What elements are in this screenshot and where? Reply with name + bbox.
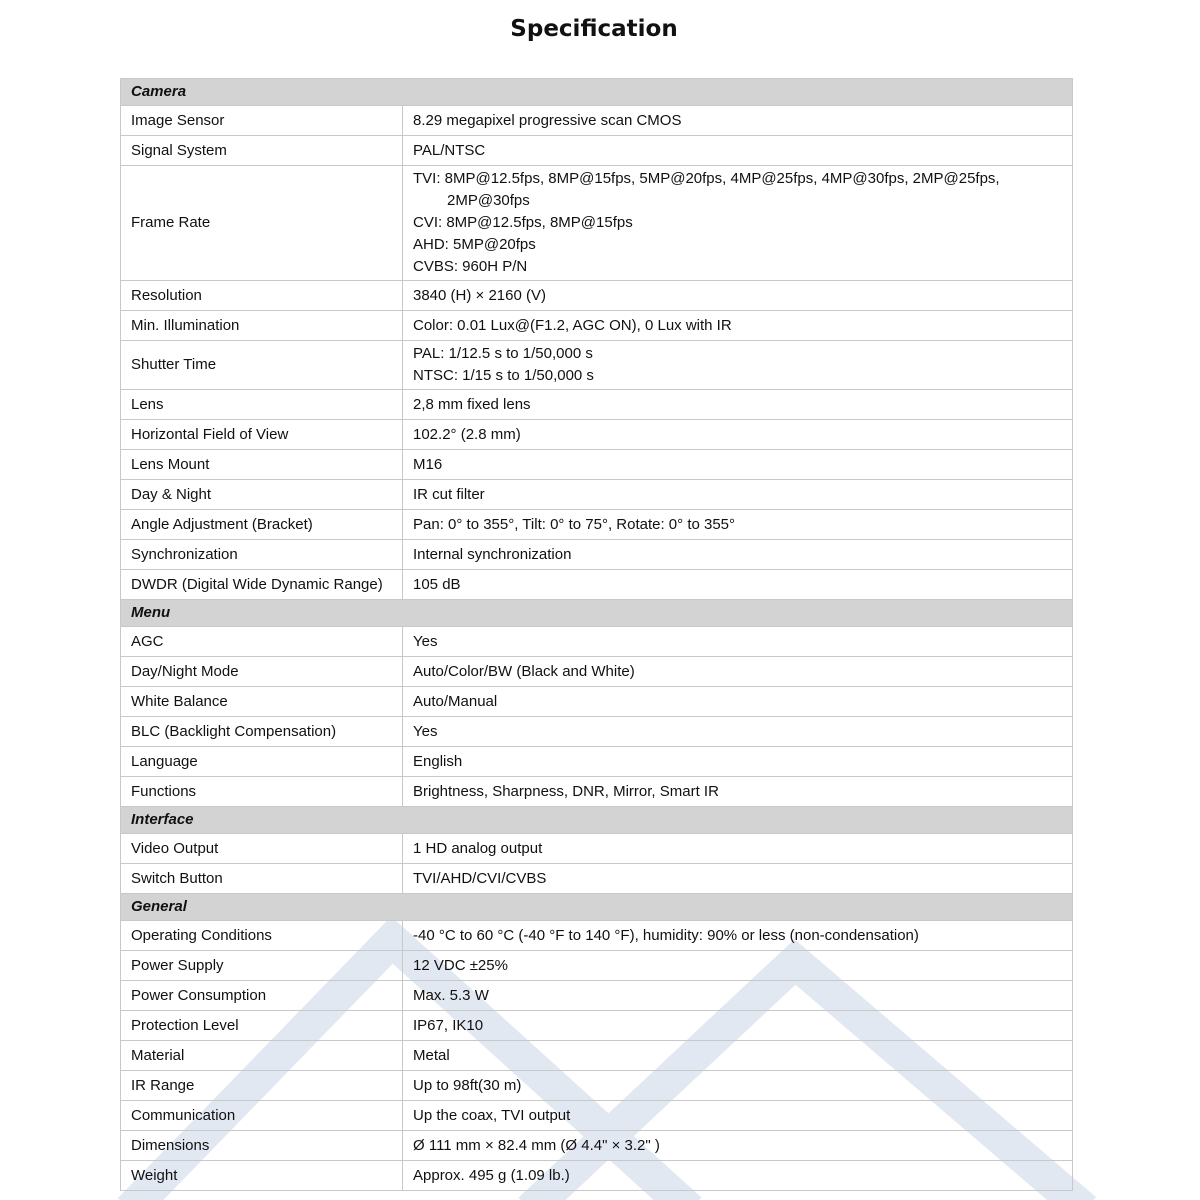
spec-value-line: 2,8 mm fixed lens — [413, 395, 531, 413]
spec-row — [121, 1101, 1073, 1131]
section-header-interface — [121, 807, 1073, 834]
spec-row — [121, 341, 1073, 390]
spec-label: Shutter Time — [121, 341, 403, 390]
section-title: Interface — [121, 807, 1073, 834]
spec-value-line: Up the coax, TVI output — [413, 1106, 571, 1124]
spec-label: Lens Mount — [121, 450, 403, 480]
spec-row — [121, 311, 1073, 341]
spec-label: BLC (Backlight Compensation) — [121, 717, 403, 747]
spec-value-line: PAL: 1/12.5 s to 1/50,000 s — [413, 345, 593, 362]
spec-label: Protection Level — [121, 1011, 403, 1041]
spec-value-line: Auto/Manual — [413, 692, 498, 710]
spec-row — [121, 747, 1073, 777]
spec-value — [403, 341, 1073, 390]
spec-label: Material — [121, 1041, 403, 1071]
spec-value — [403, 1161, 1073, 1191]
spec-label: Horizontal Field of View — [121, 420, 403, 450]
spec-value — [403, 951, 1073, 981]
spec-label: Synchronization — [121, 540, 403, 570]
spec-value — [403, 106, 1073, 136]
spec-row — [121, 570, 1073, 600]
spec-value — [403, 166, 1073, 281]
spec-label: Image Sensor — [121, 106, 403, 136]
spec-value-line: -40 °C to 60 °C (-40 °F to 140 °F), humidity: 90% or less (non-condensation) — [413, 926, 919, 944]
spec-row — [121, 166, 1073, 281]
spec-value — [403, 657, 1073, 687]
spec-label: IR Range — [121, 1071, 403, 1101]
spec-value-line: 8.29 megapixel progressive scan CMOS — [413, 111, 682, 129]
spec-row — [121, 136, 1073, 166]
spec-value — [403, 627, 1073, 657]
spec-label: Power Consumption — [121, 981, 403, 1011]
spec-row — [121, 106, 1073, 136]
spec-value — [403, 834, 1073, 864]
spec-label: Lens — [121, 390, 403, 420]
spec-value — [403, 510, 1073, 540]
spec-row — [121, 281, 1073, 311]
section-header-camera — [121, 79, 1073, 106]
spec-value — [403, 687, 1073, 717]
spec-row — [121, 921, 1073, 951]
spec-value-line: Auto/Color/BW (Black and White) — [413, 662, 635, 680]
section-title: Camera — [121, 79, 1073, 106]
spec-value — [403, 1071, 1073, 1101]
spec-row — [121, 981, 1073, 1011]
spec-value — [403, 540, 1073, 570]
spec-row — [121, 687, 1073, 717]
spec-value-line: 105 dB — [413, 575, 461, 593]
spec-value — [403, 281, 1073, 311]
spec-row — [121, 1161, 1073, 1191]
spec-row — [121, 657, 1073, 687]
spec-value — [403, 717, 1073, 747]
spec-value-line: Yes — [413, 632, 438, 650]
spec-value-line: Brightness, Sharpness, DNR, Mirror, Smart IR — [413, 782, 719, 800]
spec-row — [121, 480, 1073, 510]
spec-value — [403, 747, 1073, 777]
spec-value-line: Ø 111 mm × 82.4 mm (Ø 4.4" × 3.2" ) — [413, 1136, 660, 1154]
spec-value-line: Approx. 495 g (1.09 lb.) — [413, 1166, 570, 1184]
spec-value-line: 102.2° (2.8 mm) — [413, 425, 521, 443]
spec-label: Min. Illumination — [121, 311, 403, 341]
spec-row — [121, 1131, 1073, 1161]
spec-value — [403, 450, 1073, 480]
page-title: Specification — [510, 16, 678, 42]
spec-value-line: AHD: 5MP@20fps — [413, 236, 536, 253]
spec-row — [121, 864, 1073, 894]
spec-value — [403, 136, 1073, 166]
spec-value-line: IP67, IK10 — [413, 1016, 484, 1034]
spec-value — [403, 1011, 1073, 1041]
section-title: Menu — [121, 600, 1073, 627]
spec-label: Day & Night — [121, 480, 403, 510]
spec-row — [121, 1071, 1073, 1101]
spec-value-line: PAL/NTSC — [413, 141, 486, 159]
section-header-menu — [121, 600, 1073, 627]
spec-value-line: M16 — [413, 455, 443, 473]
spec-value-line: IR cut filter — [413, 485, 485, 503]
spec-value-line: TVI/AHD/CVI/CVBS — [413, 869, 547, 887]
spec-label: Video Output — [121, 834, 403, 864]
spec-value — [403, 570, 1073, 600]
spec-value-line: 12 VDC ±25% — [413, 956, 508, 974]
spec-row — [121, 951, 1073, 981]
spec-label: Functions — [121, 777, 403, 807]
spec-value-line: Max. 5.3 W — [413, 986, 489, 1004]
spec-label: Power Supply — [121, 951, 403, 981]
spec-row — [121, 390, 1073, 420]
spec-value-line: Internal synchronization — [413, 545, 572, 563]
section-title: General — [121, 894, 1073, 921]
spec-label: Angle Adjustment (Bracket) — [121, 510, 403, 540]
spec-label: Frame Rate — [121, 166, 403, 281]
spec-row — [121, 1041, 1073, 1071]
spec-value-line: 1 HD analog output — [413, 839, 543, 857]
spec-value — [403, 864, 1073, 894]
spec-value-line: 3840 (H) × 2160 (V) — [413, 286, 546, 304]
spec-value — [403, 1131, 1073, 1161]
spec-label: Dimensions — [121, 1131, 403, 1161]
spec-value — [403, 420, 1073, 450]
spec-value — [403, 777, 1073, 807]
spec-value-line: Up to 98ft(30 m) — [413, 1076, 522, 1094]
spec-label: White Balance — [121, 687, 403, 717]
spec-value — [403, 390, 1073, 420]
spec-row — [121, 834, 1073, 864]
spec-value-line: English — [413, 752, 463, 770]
spec-value-line: CVBS: 960H P/N — [413, 258, 528, 275]
spec-label: Signal System — [121, 136, 403, 166]
spec-row — [121, 510, 1073, 540]
spec-label: Resolution — [121, 281, 403, 311]
spec-label: Weight — [121, 1161, 403, 1191]
spec-value — [403, 311, 1073, 341]
spec-value — [403, 1101, 1073, 1131]
spec-row — [121, 450, 1073, 480]
spec-value-line: 2MP@30fps — [447, 192, 530, 209]
spec-label: Switch Button — [121, 864, 403, 894]
spec-value-line: CVI: 8MP@12.5fps, 8MP@15fps — [413, 214, 633, 231]
spec-value — [403, 921, 1073, 951]
spec-value-line: Color: 0.01 Lux@(F1.2, AGC ON), 0 Lux with IR — [413, 316, 732, 334]
spec-label: AGC — [121, 627, 403, 657]
spec-label: DWDR (Digital Wide Dynamic Range) — [121, 570, 403, 600]
spec-row — [121, 627, 1073, 657]
spec-value — [403, 981, 1073, 1011]
spec-value-line: TVI: 8MP@12.5fps, 8MP@15fps, 5MP@20fps, 4MP@25fps, 4MP@30fps, 2MP@25fps, — [413, 170, 1000, 187]
spec-value-line: Metal — [413, 1046, 450, 1064]
spec-row — [121, 540, 1073, 570]
spec-value — [403, 1041, 1073, 1071]
specification-table — [120, 78, 1073, 1191]
spec-label: Communication — [121, 1101, 403, 1131]
spec-value-line: Yes — [413, 722, 438, 740]
spec-row — [121, 420, 1073, 450]
spec-label: Day/Night Mode — [121, 657, 403, 687]
spec-value — [403, 480, 1073, 510]
spec-row — [121, 777, 1073, 807]
section-header-general — [121, 894, 1073, 921]
spec-row — [121, 717, 1073, 747]
spec-label: Language — [121, 747, 403, 777]
spec-value-line: NTSC: 1/15 s to 1/50,000 s — [413, 367, 594, 384]
spec-row — [121, 1011, 1073, 1041]
spec-value-line: Pan: 0° to 355°, Tilt: 0° to 75°, Rotate: 0° to 355° — [413, 515, 736, 533]
spec-label: Operating Conditions — [121, 921, 403, 951]
